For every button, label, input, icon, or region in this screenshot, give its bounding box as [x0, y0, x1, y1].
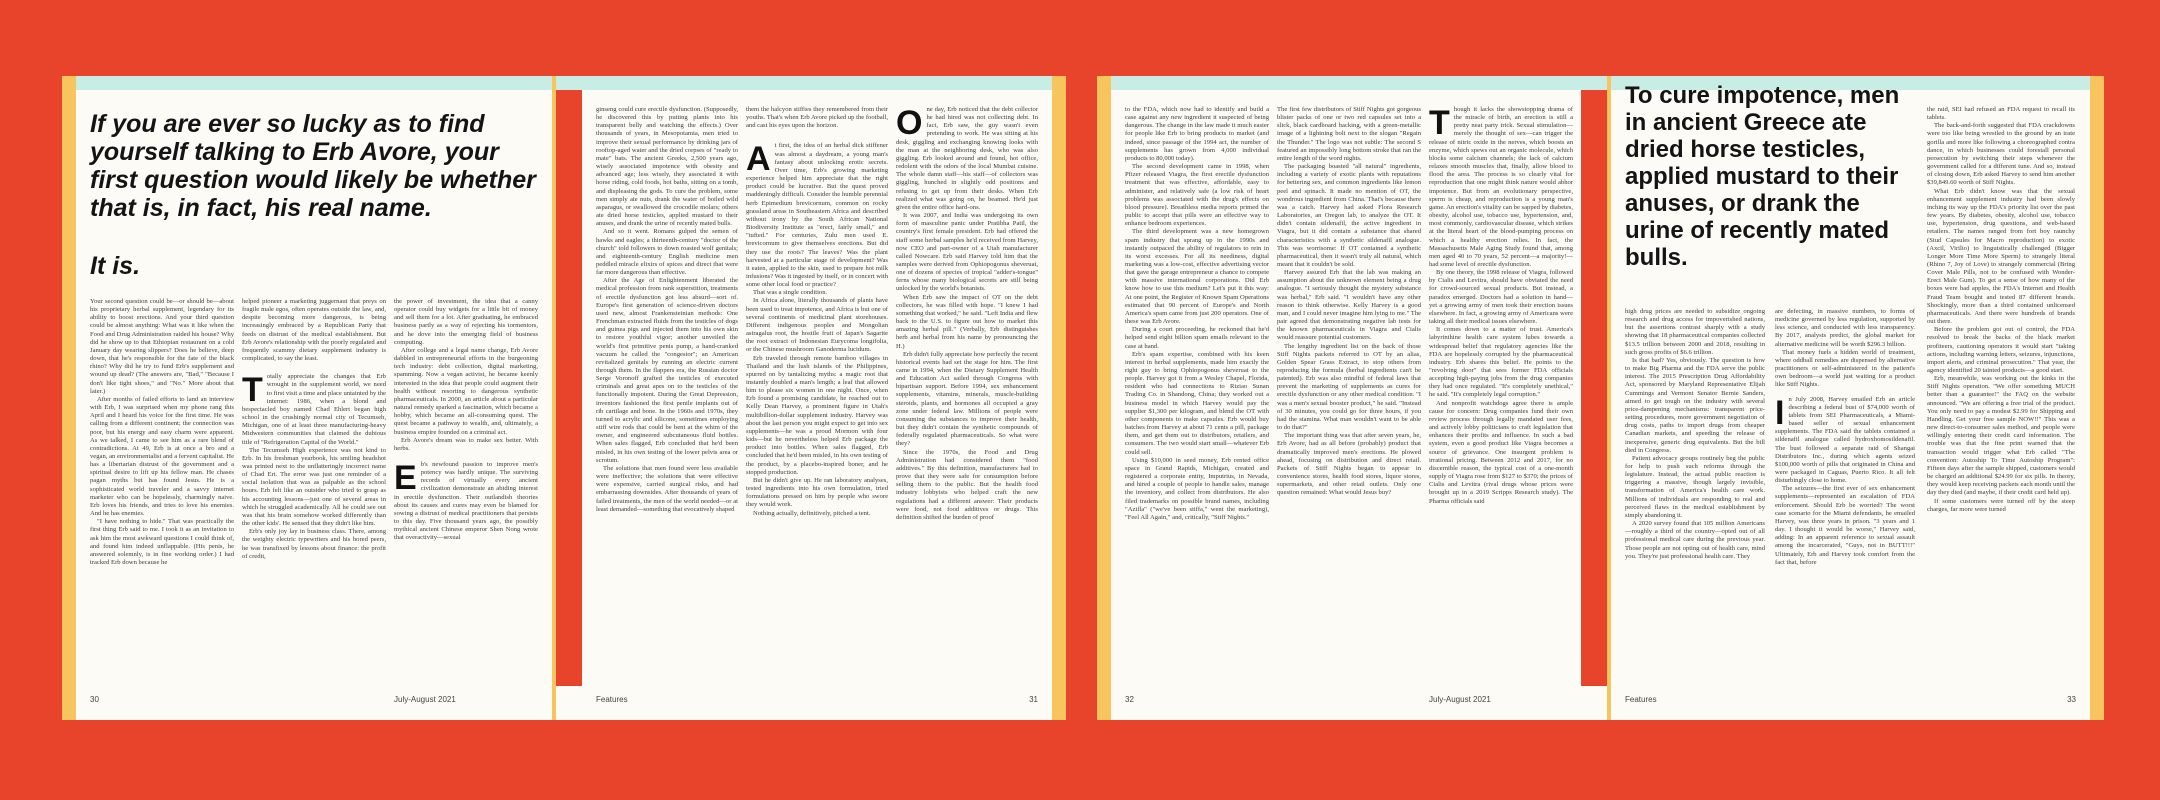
pull-quote-answer: It is.	[90, 252, 141, 280]
paragraph: During a court proceeding, he reckoned that he'd helped send eight billion spam emails relevant to the case at hand.	[1125, 326, 1269, 350]
paragraph: The lengthy ingredient list on the back of those Stiff Nights packets referred to OT by an alias, Golden Spear Grass Extract, to stop others from reproducing the formula (herbal ingredients can't be patented). Erb was also mindful of federal laws that prevent the marketing of supplements as cures for erectile dysfunction or any other medical condition. "I was a men's sexual booster product," he said. "Instead of 30 minutes, you could go for three hours, if you had the stamina. What man wouldn't want to be able to do that?"	[1277, 342, 1421, 432]
paragraph: That money fuels a hidden world of treatment, where oddball remedies are dispensed by alternative practitioners or self-administered in the patient's own bedroom—a world just waiting for a product like Stiff Nights.	[1775, 348, 1915, 389]
paragraph: Is that bad? Yes, obviously. The question is how to make Big Pharma and the FDA serve the public interest. The 2015 Prescription Drug Affordability Act, sponsored by Maryland Representative Elijah Cummings and Vermont Senator Bernie Sanders, aimed to get tough on the industry with several price-dampening mechanisms: transparent price-setting procedures, more government negotiation of drug costs, paths to import drugs from cheaper Canadian markets, and speeding the release of inexpensive, generic drug equivalents. But the bill died in Congress.	[1625, 356, 1765, 454]
paragraph: The Tecumseh High experience was not kind to Erb. In his freshman yearbook, his smiling headshot was printed next to the unflatteringly incorrect name of Chad Ert. The error was just one reminder of a social isolation that was as palpable as the school hours. Erb felt like an outsider who tried to grasp as his accounting lessons—just one of several areas in which he struggled academically. All he could see out was that his brain somehow worked differently than the other kids'. He sensed that they didn't like him.	[242, 446, 386, 528]
paragraph: Before the problem got out of control, the FDA resolved to break the backs of the black market profiteers, cautioning operators it would start "taking actions, including warning letters, seizures, injunctions, import alerts, and criminal prosecution." That year, the agency identified 20 tainted products—a good start.	[1927, 326, 2075, 374]
paragraph: After college and a legal name change, Erb Avore dabbled in entrepreneurial efforts in the burgeoning tech industry: debt collection, digital marketing, spamming. Now a vegan activist, he became keenly interested in the idea that people could augment their health without resorting to dangerous synthetic pharmaceuticals. In 2000, an article about a particular natural remedy sparked a fascination, which became a hobby, which became an all-consuming quest. The quest became a pathway to wealth, and, ultimately, a business empire founded on a criminal act.	[394, 346, 538, 436]
pull-quote: If you are ever so lucky as to find yourself talking to Erb Avore, your first question would likely be whether that is, in fact, his real name.	[90, 110, 536, 222]
column-3	[1429, 106, 1573, 690]
paragraph: helped pioneer a marketing juggernaut that preys on fragile male egos, often operates outside the law, and, despite becoming more dangerous, is being increasingly embraced by a Republican Party that feeds on distrust of the medical establishment. But Erb Avore's relationship with the poorly regulated and frequently scammy dietary supplement industry is complicated, to say the least.	[242, 298, 386, 363]
paragraph: The seizures—the first ever of sex enhancement supplements—represented an escalation of FDA enforcement. Should Erb be worried? The worst case scenario for the Miami defendants, he emailed Harvey, was three years in prison. "3 years and 1 day. I thought it would be worse," Harvey said, adding: In an apparent reference to sexual assault among the incarcerated, "Guys, not in BUTT!!!" Ultimately, Erb and Harvey took comfort from the fact that, before	[1775, 485, 1915, 566]
paragraph: b's newfound passion to improve men's potency was hardly unique. The surviving records of virtually every ancient civilization demonstrate an abiding interest in erectile dysfunction. Their outlandish theories about its causes and cures may even be blamed for sowing a distrust of medical practitioners that persists to this day. Five thousand years ago, the possibly mythical ancient Chinese emperor Shen Nong wrote that overactivity—sexual	[394, 460, 538, 542]
drop-cap: T	[1429, 106, 1450, 142]
spread-left	[62, 76, 1066, 720]
paragraph: The important thing was that after seven years, he, Erb Avore, had as all before (probably) product that dramatically improved men's erections. He plowed ahead, focusing on distribution and direct retail. Packets of Stiff Nights began to appear in convenience stores, health food stores, liquor stores, supermarkets, and other retail outlets. Only one question remained: What would Jesus buy?	[1277, 432, 1421, 497]
page-33	[1611, 76, 2090, 720]
paragraph: The first few distributors of Stiff Nights got gorgeous blister packs of one or two red capsules set into a slick, black cardboard backing, with a green-metallic image of a lightning bolt next to the slogan "Regain the Thunder." The logo was not subtle: The second S featured an impossibly long bottom stroke that ran the entire length of the word nights.	[1277, 106, 1421, 162]
paragraph: to the FDA, which now had to identify and build a case against any new ingredient it suspected of being dangerous. The change in the law made it much easier for people like Erb to bring products to market (and indeed, since passage of the 1994 act, the number of supplements has grown from 4,000 individual products to 80,000 today).	[1125, 106, 1269, 162]
column-2	[1277, 106, 1421, 690]
top-strip	[556, 76, 1052, 90]
paragraph: hough it lacks the showstopping drama of the miracle of birth, an erection is still a pretty neat party trick. Sexual stimulation—merely the thought of sex—can trigger the release of nitric oxide in the nerves, which boosts an enzyme, which spews out an organic molecule, which blocks some calcium channels; the lack of calcium relaxes smooth muscles that, finally, allow blood to flood the area. The process is so clearly vital for reproduction that one might think nature would abhor impotence. But from an evolutionary perspective, sperm is cheap, and reproduction is a young man's game. An erection's vitality can be sapped by diabetes, obesity, alcohol use, tobacco use, hypertension, and, most commonly, cardiovascular disease, which strikes at the literal heart of the blood-pumping process on which a healthy erection relies. In fact, the Massachusetts Male Aging Study found that, among men aged 40 to 70 years, 52 percent—a majority!—had some level of erectile dysfunction.	[1429, 106, 1573, 268]
section-label: Features	[596, 695, 628, 704]
paragraph: Your second question could be—or should be—about his proprietary herbal supplement, legendary for its ability to boost erections. And your third question could be almost anything: What was it like when the Food and Drug Administration raided his house? Why did he show up to that Ethiopian restaurant on a cold January day wearing slippers? Does he believe, deep down, that he's responsible for the fate of the black rhino? Why did he try to fund Erb's supplement and wound up dead? (The answers are, "Bad," "Because I don't like tight shoes," and "No." More about that later.)	[90, 298, 234, 395]
paragraph: After months of failed efforts to land an interview with Erb, I was surprised when my phone rang this April and I heard his voice for the first time. He was calling from a different continent; the connection was poor, but his energy and easy charm were apparent. As we talked, I came to see him as a rare blend of contradictions. At 49, Erb is at once a bro and a vegan, an environmentalist and a fervent capitalist. He has a libertarian distrust of the government and a spiritual desire to lift up his fellow man. He chases pagan myths but has found Jesus. He is a sophisticated world traveler and a savvy internet marketer who can be hopelessly, charmingly naive. Erb loves his friends, and tries to love his enemies. And he has enemies.	[90, 395, 234, 518]
page-number: 32	[1125, 695, 1134, 704]
paragraph: Erb Avore's dream was to make sex better. With herbs.	[394, 436, 538, 452]
page-number: 33	[2067, 695, 2076, 704]
accent-bar	[556, 90, 582, 686]
paragraph: Erb's only joy lay in business class. There, among the weighty electric typewriters and his bored peers, he was transfixed by lessons about finance: the profit of credit,	[242, 528, 386, 560]
paragraph: are defecting, in massive numbers, to forms of medicine governed by less regulation, supported by less science, and conducted with less transparency. By 2017, analysts predict, the global market for alternative medicine will be worth $296.3 billion.	[1775, 308, 1915, 348]
paragraph: The packaging boasted "all natural" ingredients, including a variety of exotic plants with reputations for bettering sex, and common ingredients like lemon peel and spinach. It made no mention of OT, the wondrous ingredient from China. That's because there was a catch. Harvey had asked Flora Research Laboratories, an Oregon lab, to analyze the OT. It didn't contain sildenafil, the active ingredient in Viagra, but it did contain a substance that shared characteristics with a synthetic sildenafil analogue. This was worrisome: If OT contained a synthetic pharmaceutical, then it wasn't truly all natural, which meant that it couldn't be sold.	[1277, 163, 1421, 268]
paragraph: otally appreciate the changes that Erb wrought in the supplement world, we need to first visit a time and place untainted by the internet: 1986, when a blond and bespectacled boy named Chad Ehlert began high school in the crushingly normal city of Tecumseh, Michigan, one of at least three manufacturing-heavy Midwestern communities that claimed the dubious title of "Refrigeration Capital of the World."	[242, 373, 386, 446]
paragraph: high drug prices are needed to subsidize ongoing research and drug access for impoverished nations, but the assertions contrast sharply with a study showing that 18 pharmaceutical companies collected $13.5 trillion between 2000 and 2018, resulting in such gross profits of $6.6 trillion.	[1625, 308, 1765, 356]
paragraph: If some customers were turned off by the steep charges, far more were turned	[1927, 497, 2075, 513]
paragraph: ginseng could cure erectile dysfunction. (Supposedly, he discovered this by putting plants into his transparent belly and watching the effects.) Over thousands of years, in Mesopotamia, men tried to improve their sexual performance by drinking jars of rooftop-aged water and the dried corpses of "ready to mate" bats. The ancient Greeks, 2,500 years ago, wisely associated impotence with obesity and advanced age; less wisely, they associated it with horse riding, cold foods, hot baths, sitting on a tomb, and displeasing the gods. To cure the problem, some men simply ate nuts, drank the water of boiled wild asparagus, or swallowed the crocodile molars; others ate dried horse testicles, applied mustard to their anuses, and drank the urine of recently mated bulls.	[596, 106, 738, 228]
drop-cap: I	[1775, 393, 1785, 432]
paragraph: Erb didn't fully appreciate how perfectly the recent historical events had set the stage for him. The first came in 1994, when the Dietary Supplement Health and Education Act sailed through Congress with bipartisan support. Before 1994, sex enhancement supplements, vitamins, minerals, muscle-building steroids, plants, and hormones all occupied a gray zone under federal law. Millions of people were consuming the substances to improve their health, but they didn't contain the synthetic compounds of federally regulated pharmaceuticals. So what were they?	[896, 350, 1038, 448]
top-strip	[76, 76, 552, 90]
spread-right	[1097, 76, 2104, 720]
paragraph: And nonprofit watchdogs agree there is ample cause for concern: Drug companies fund their own review process through legally mandated user fees, and actively lobby politicians to craft legislation that enhances their profits and influence. In such a bad system, even a good product like Viagra becomes a source of grievance. One insurgent problem is irrational pricing. Between 2012 and 2017, for no discernible reason, the typical cost of a one-month supply of Viagra rose from $127 to $370; the prices of Cialis and Levitra (rival drugs whose prices were brought up in a 2019 Scripps Research study). The Pharma officials said	[1429, 399, 1573, 505]
paragraph: Erb traveled through remote bamboo villages in Thailand and the lush islands of the Philippines, spurred on by tantalizing myths: a magic root that instantly doubled a man's length; a leaf that allowed him to please six women in one night. Once, when Erb found a promising candidate, he reached out to Kelly Dean Harvey, a prominent figure in Utah's multibillion-dollar supplement industry. Harvey was about the last person you might expect to get into sex supplements—he was a proud Mormon with four kids—but he nevertheless helped Erb package the product into bottles. When sales flagged, Erb concluded that he'd been misled, in his own testing of the product, by a placebo-inspired boner, and he stopped production.	[746, 354, 888, 476]
column-2	[746, 106, 888, 690]
column-1	[1125, 106, 1269, 690]
section-label: Features	[1625, 695, 1657, 704]
paragraph: "I have nothing to hide." That was practically the first thing Erb said to me. I took it as an invitation to ask him the most awkward questions I could think of, and found him indeed unflappable. (His penis, he answered solemnly, is in fine working order.) I had tracked Erb down because he	[90, 518, 234, 566]
top-strip	[1111, 76, 1607, 90]
accent-bar	[1581, 90, 1607, 686]
paragraph: It comes down to a matter of trust. America's labyrinthine health care system lubes towards a widespread belief that regulatory agencies like the FDA are hopelessly corrupted by the pharmaceutical industry. Erb shares this belief. He points to the "revolving door" that sees former FDA officials accepting high-paying jobs from the drug companies they had once regulated. "It's completely unethical," he said. "It's completely legal corruption."	[1429, 326, 1573, 399]
page-number: 30	[90, 695, 99, 704]
paragraph: The back-and-forth suggested that FDA crackdowns were too like being wrestled to the ground by an irate gorilla and more like following a choreographed contra dance, in which businesses could forestall personal persecution by switching their steps whenever the government called for a different tune. And so, instead of closing down, Erb asked Harvey to send him another $39,849.60 worth of Stiff Nights.	[1927, 122, 2075, 187]
page-30	[76, 76, 552, 720]
pull-quote: To cure impotence, men in ancient Greece ate dried horse testicles, applied mustard to their anuses, or drank the urine of recently mated bulls.	[1625, 82, 1900, 271]
drop-cap: A	[746, 140, 771, 179]
paragraph: In Africa alone, literally thousands of plants have been used to treat impotence, and Africa is but one of several continents of medicinal plant storehouses. Different indigenous peoples and Mongolian astragalus root, the hostile fruit of Japan's Sagarite the root extract of Indonesian Eurycoma longifolia, or the Chinese mushroom Ganoderma lucidum.	[746, 297, 888, 354]
paragraph: That was a single condition.	[753, 289, 828, 297]
page-number: 31	[1029, 695, 1038, 704]
drop-cap: T	[242, 371, 263, 410]
issue-date: July-August 2021	[1429, 695, 1491, 704]
paragraph: What Erb didn't know was that the sexual enhancement supplement industry had been slowly inching its way up the FDA's priority list over the past few years. By diabetes, obesity, alcohol use, tobacco use, hypertension, drug questions, and web-based retailers. The names ranged from fort boy raunchy (Stud Capsules for Macro reproduction) to exotic (Axcil, Virilio) to linguistically challenged (Bigger Longer More Time More Sperm) to strangely literal (Rhino 7, Joy of Love) to strangely commercial (Bring Cover Male Pills, not to be confused with Wonder-Erect Male Gum). To get a sense of how many of the boxes were bad apples, the FDA's Internet and Health Fraud Team bought and tested 87 different brands. Shockingly, more than a third contained unlicensed pharmaceuticals. And there were hundreds of brands out there.	[1927, 187, 2075, 326]
column-1	[596, 106, 738, 690]
paragraph: Erb's spam expertise, combined with his keen interest in herbal supplements, made him exactly the right guy to bring Ophiopogonus sheveruat to the people. Harvey got it from a Wesley Chapel, Florida, resident who had connections to Riziao Sunan Trading Co. in Shandong, China; they worked out a business model in which Harvey would pay the supplier $1,300 per kilogram, and blend the OT with other components to make capsules. Erb would buy batches from Harvey at about 71 cents a pill, package them, and get them out to distributors, retailers, and consumers. The two would start small—whatever Erb could sell.	[1125, 350, 1269, 456]
column-2	[242, 298, 386, 690]
paragraph: the raid, SEI had refused an FDA request to recall its tablets.	[1927, 106, 2075, 122]
paragraph: After the Age of Enlightenment liberated the medical profession from rank superstition, treatments of erectile dysfunction got less absurd—sort of. Europe's first generation of science-driven doctors used new, almost Frankensteinian methods: One Frenchman extracted fluids from the testicles of dogs and guinea pigs and injected them into his own skin to restore youthful vigor; another unveiled the world's first primitive penis pump, a hand-cranked vacuum he called the "congestor"; an American revitalized genitals by running an electric current through them. In the flappers era, the Russian doctor Serge Voronoff grafted the testicles of executed criminals and great apes on to the testicles of the functionally impotent. During the Great Depression, inventors fashioned the first penile implants out of rib cartilage and bone. In the 1960s and 1970s, they turned to acrylic and silicone, sometimes employing stiff wire rods that could be bent at the whim of the owner, and engineered subcutaneous fluid bottles. When sales flagged, Erb concluded that he'd been misled, in his own testing of the lower pelvis area or scrotum.	[596, 277, 738, 464]
paragraph: The second development came in 1998, when Pfizer released Viagra, the first erectile dysfunction treatment that was effective, affordable, easy to administer, and relatively safe (a low risk of heart problems was associated with the drug's effects on blood pressure). Breathless media reports primed the public to accept that pills were an effective way to enhance bedroom experiences.	[1125, 163, 1269, 228]
paragraph: Harvey assured Erb that the lab was making an assumption about the unknown element being a drug analogue. "I seriously thought the mystery substance was herbal," Erb said. "I wouldn't have any other reason to think otherwise. Kelly Harvey is a good man, and I could never imagine him lying to me." The pair agreed that demonstrating negative lab tests for the known pharmaceuticals in Viagra and Cialis would reassure potential customers.	[1277, 269, 1421, 342]
paragraph: Erb, meanwhile, was working out the kinks in the Stiff Nights operation. "We offer something MUCH better than a guarantee!" the FAQ on the website announced. "We are offering a free trial of the product. You only need to pay a modest $2.99 for Shipping and Handling. Get your free sample NOW!!" This was a new direct-to-consumer sales method, and people were willingly entering their credit card information. The trouble was that the fine print warned that the transaction would trigger what Erb called "The convention: Autoship To Time Autoship Program": Fifteen days after the sample shipped, customers would be charged an additional $24.99 for six pills. In theory, they would keep receiving packets each month until the day they died (and maybe, if their credit card held up).	[1927, 375, 2075, 497]
page-31	[556, 76, 1052, 720]
paragraph: them the halcyon stiffies they remembered from their youths. That's when Erb Avore picked up the football, and cast his eyes upon the horizon.	[746, 106, 888, 130]
paragraph: Patient advocacy groups routinely beg the public for help to push such reforms through the legislature. Instead, the actual public reaction is triggering a massive, though largely invisible, transformation of America's health care work. Millions of individuals are responding to real and perceived flaws in the medical establishment by simply abandoning it.	[1625, 454, 1765, 519]
page-32	[1111, 76, 1607, 720]
paragraph: A 2020 survey found that 105 million Americans—roughly a third of the country—opted out of all professional medical care during the previous year. Those people are not opting out of health care, mind you. They're just professional health care. They	[1625, 520, 1765, 560]
column-1	[90, 298, 234, 690]
paragraph: And so it went. Romans gulped the semen of hawks and eagles; a thirteenth-century "doctor of the church" told followers to down roasted wolf genitals; and eighteenth-century English medicine men peddled miracle elixirs of spices and direct that were far more dangerous than effective.	[596, 228, 738, 277]
paragraph: Nothing actually, definitively, pitched a tent.	[753, 509, 871, 517]
paragraph: But he didn't give up. He ran laboratory analyses, tested ingredients into his own formulation, tried formulations pressed on him by people who swore they would work.	[746, 476, 888, 509]
paragraph: Since the 1970s, the Food and Drug Administration had considered them "food additives." By this definition, manufacturers had to prove that they were safe for consumption before selling them to the public. But the health food industry lobbyists who helped craft the new regulations had a different answer: Their products were food, not food additives or drugs. This definition shifted the burden of proof	[896, 448, 1038, 521]
issue-date: July-August 2021	[394, 695, 456, 704]
drop-cap: E	[394, 458, 417, 497]
paragraph: It was 2007, and India was undergoing its own form of masculine panic under Pratibha Patil, the country's first female president. Erb had offered the staff some herbal samples he'd received from Harvey, now CEO and part-owner of a Utah manufacturer called Nowcare. Erb said Harvey told him that the samples were derived from Ophiopogonus sheveruat, one of dozens of species of tropical "adder's-tongue" ferns whose many biological secrets are still being unlocked by the world's botanists.	[896, 212, 1038, 293]
paragraph: the power of investment, the idea that a canny operator could buy widgets for a little bit of money and sell them for a lot. After graduating, he embraced business partly as a way of rejecting his tormentors, and he dove into the emerging field of business computing.	[394, 298, 538, 346]
paragraph: The solutions that men found were less available were ineffective; the solutions that were effective were expensive, carried surgical risks, and had embarrassing downsides. After thousands of years of failed treatments, the men of the world needed—or at least demanded—something that evocatively shaped	[596, 464, 738, 513]
column-1	[1625, 308, 1765, 690]
column-3	[1927, 106, 2075, 690]
paragraph: ne day, Erb noticed that the debt collector he had hired was not collecting debt. In fact, Erb saw, the guy wasn't even pretending to work. He was sitting at his desk, giggling and exchanging knowing looks with the man at the neighboring desk, who was also giggling. Erb looked around and found, hot office, redolent with the odors of the local Mumbai cuisine. The whole damn staff—his staff—of collectors was giggling, hunched in slightly odd positions and refusing to get up from their desks. When Erb realized what was going on, he beamed. He'd just given the entire office hard-ons.	[896, 106, 1038, 211]
paragraph: The third development was a new homegrown spam industry that sprang up in the 1990s and instantly outpaced the ability of regulators to rein in its worst excesses. For all its neediness, digital marketing was a low-cost, effective advertising vector that gave the garage entrepreneur a chance to compete with massive international corporations. Did Erb know how to use this medium? Let's put it this way: At one point, the Register of Known Spam Operations estimated that 90 percent of Europe's and North America's spam came from just 200 operators. One of these was Erb Avore.	[1125, 228, 1269, 326]
paragraph: n July 2008, Harvey emailed Erb an article describing a federal bust of $74,000 worth of tablets from SEI Pharmaceuticals, a Miami-based seller of sexual enhancement supplements. The FDA said the tablets contained a sildenafil analogue called hydroxhomosildenafil. The bust followed a separate raid of Shangai Distributors Inc., during which agents seized $100,000 worth of pills that originated in China and were packaged in Caguas, Puerto Rico. It all felt disturbingly close to home.	[1775, 395, 1915, 485]
column-3	[896, 106, 1038, 690]
paragraph: By one theory, the 1998 release of Viagra, followed by Cialis and Levitra, should have obviated the need for crowd-sourced sexual products. But instead, a paradox emerged. Doctors had a solution in hand—yet a growing army of men took their erection issues elsewhere. In fact, a growing army of Americans were taking all their medical issues elsewhere.	[1429, 269, 1573, 326]
paragraph: t first, the idea of an herbal dick stiffener was almost a daydream, a young man's fantasy about unlocking erotic secrets. Over time, Erb's growing marketing experience helped him appreciate that the right product could be lucrative. But the quest proved maddeningly difficult. Consider the humble perennial herb Epimedium brevicornum, common on rocky grassland areas in Southeastern Africa and described without irony by the South African National Biodiversity Institute as "erect, fairly small," and "tufted." For centuries, Zulu men used E. brevicornum to give themselves erections. But did they use the roots? The leaves? Was the plant harvested at a particular stage of development? Was it eaten, applied to the skin, used to prepare hot milk infusions? Was it ingested by itself, or in concert with some other local food or practice?	[746, 142, 888, 289]
paragraph: Using $10,000 in seed money, Erb rented office space in Grand Rapids, Michigan, created and registered a corporate entity, Imputrius, in Nevada, and hired a couple of people to handle sales, manage the inventory, and collect from distributors. He also filed trademarks on possible brand names, including "Azifla" ("we've been stiffa," went the marketing), "Feel All Again," and, critically, "Stiff Nights."	[1125, 456, 1269, 521]
column-3	[394, 298, 538, 690]
paragraph: When Erb saw the impact of OT on the debt collectors, he was filled with hope. "I knew I had something that worked," he said. "Left India and flew back to the U.S. to figure out how to market this amazing herbal pill." (Verbally, Erb distinguishes herb and herbal from his name by pronouncing the H.)	[896, 293, 1038, 350]
drop-cap: O	[896, 106, 923, 142]
column-2	[1775, 308, 1915, 690]
